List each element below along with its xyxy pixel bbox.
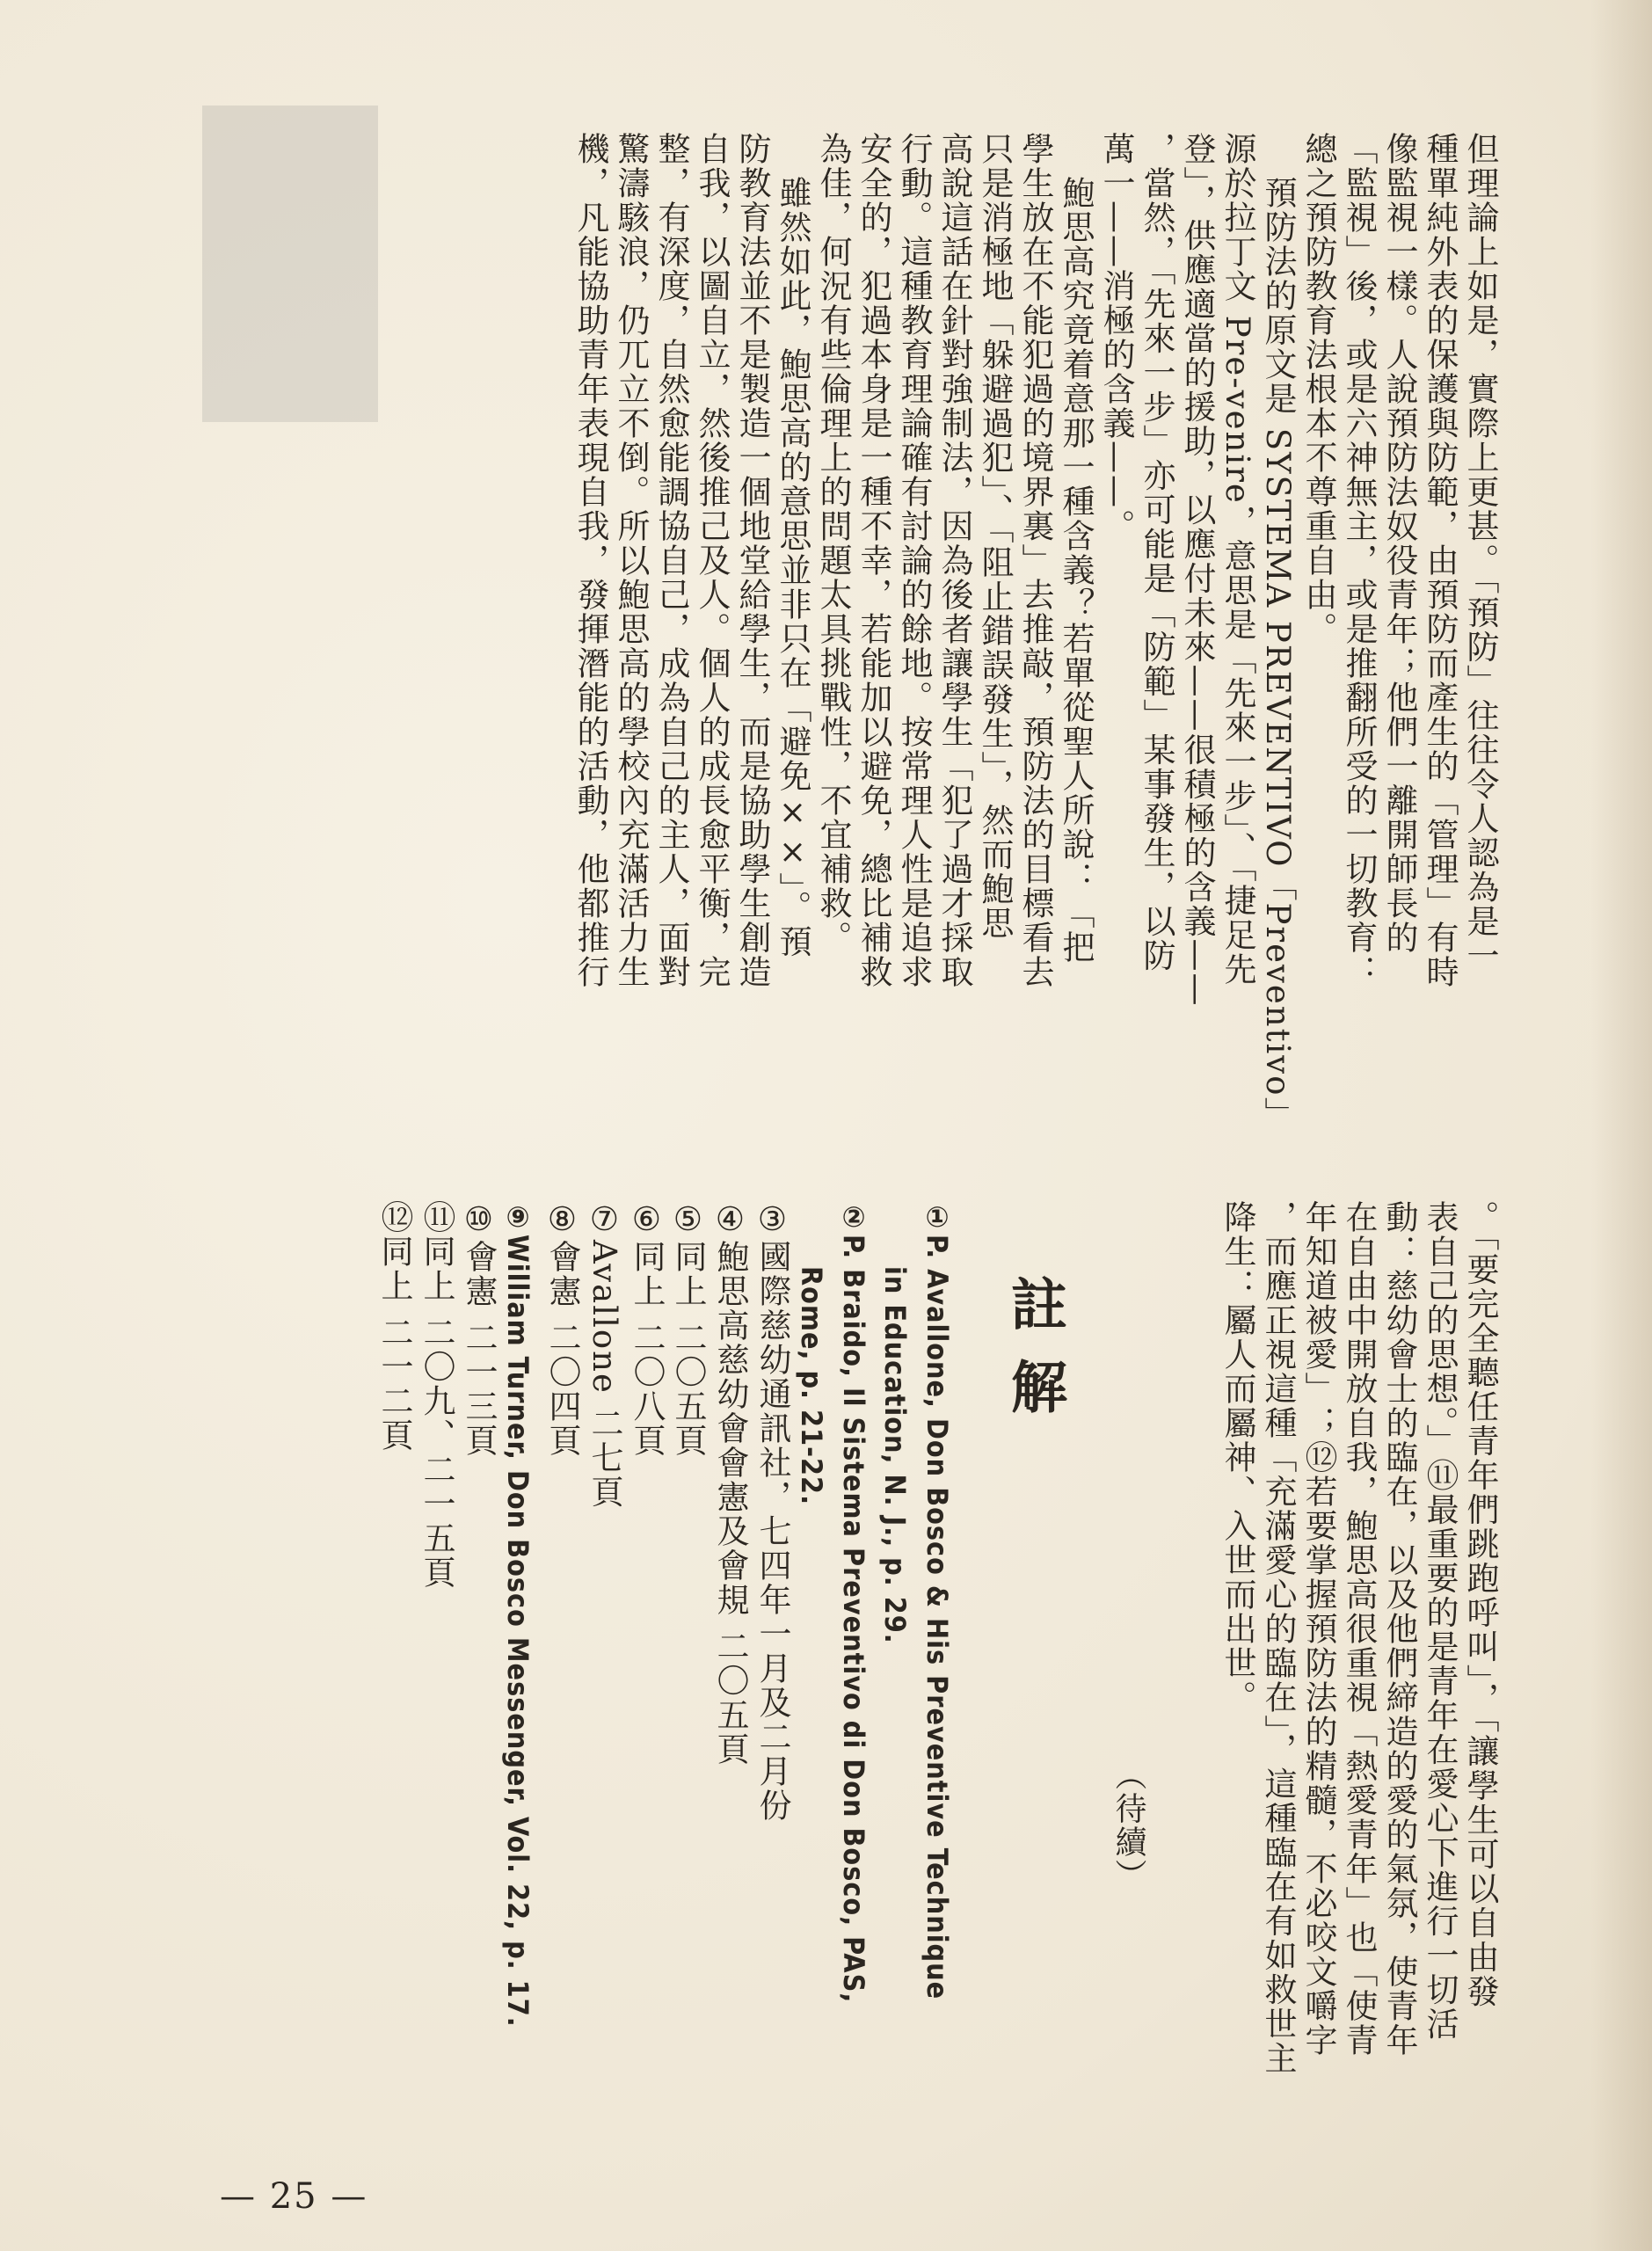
text-column: 鮑思高究竟着意那一種含義？若單從聖人所說：「把 (1057, 176, 1095, 965)
note-text: 同上 二一二頁 (375, 1235, 413, 1453)
note-entry (711, 1200, 749, 1767)
page-edge-shadow (1590, 0, 1652, 2251)
note-entry (501, 1200, 535, 2028)
note-number: ⑦ (586, 1200, 623, 1240)
text-column: 「監視」後，或是六神無主，或是推翻所受的一切教育： (1340, 132, 1378, 989)
text-column: 萬一——消極的含義——。 (1097, 132, 1135, 543)
note-number: ⑪ (418, 1200, 455, 1235)
continued-column: 動：慈幼會士的臨在，以及他們締造的愛的氣氛，使青年 (1380, 1200, 1418, 2058)
text-column: 預防法的原文是 SYSTEMA PREVENTIVO「Preventivo」 (1259, 176, 1297, 1132)
note-entry (588, 1200, 621, 1510)
text-column: 驚濤駭浪，仍兀立不倒。所以鮑思高的學校內充滿活力生 (612, 132, 650, 989)
note-number: ③ (753, 1200, 791, 1240)
note-entry (543, 1200, 581, 1458)
continued-column: 年知道被愛」；⑫若要掌握預防法的精髓，不必咬文嚼字 (1299, 1200, 1337, 2058)
page-number: — 25 — (220, 2176, 368, 2217)
note-entry (878, 1266, 912, 1644)
text-column: 安全的，犯過本身是一種不幸，若能加以避免，總比補救 (855, 132, 892, 989)
text-column: 機，凡能協助青年表現自我，發揮潛能的活動，他都推行 (571, 132, 609, 989)
note-text: Rome, p. 21-22. (795, 1266, 828, 1506)
text-column: ，當然，「先來一步」亦可能是「防範」某事發生，以防 (1138, 132, 1175, 973)
note-text: in Education, N. J., p. 29. (878, 1266, 912, 1644)
continued-column: 降生：屬人而屬神、入世而出世。 (1219, 1200, 1256, 1715)
text-column: 行動。這種教育理論確有討論的餘地。按常理人性是追求 (895, 132, 933, 989)
notes-heading: 註解 (1001, 1275, 1066, 1440)
note-text: 同上 二〇八頁 (628, 1240, 666, 1458)
note-entry (921, 1200, 954, 2000)
text-column: 防教育法並不是製造一個地堂給學生，而是協助學生創造 (733, 132, 771, 989)
note-entry (628, 1200, 666, 1458)
note-text: 同上 二〇九、二一五頁 (418, 1235, 455, 1590)
text-column: 自我，以圖自立，然後推己及人。個人的成長愈平衡，完 (693, 132, 731, 989)
note-text: 國際慈幼通訊社，七四年一月及二月份 (753, 1240, 791, 1823)
continued-column: 在自由中開放自我，鮑思高很重視「熱愛青年」也「使青 (1340, 1200, 1378, 2058)
note-number: ⑧ (543, 1200, 581, 1240)
note-text: P. Avallone, Don Bosco & His Preventive Technique (921, 1235, 954, 2000)
note-entry (460, 1200, 498, 1458)
to-be-continued: （待續） (1110, 1759, 1146, 1892)
note-text: P. Braido, Il Sistema Preventivo di Don Bosco, PAS, (837, 1235, 870, 2004)
continued-column: 。「要完全聽任青年們跳跑呼叫」，「讓學生可以自由發 (1461, 1200, 1499, 2009)
note-entry (375, 1200, 413, 1453)
text-column: 整，有深度，自然愈能調協自己，成為自己的主人，面對 (652, 132, 690, 989)
text-column: 只是消極地「躲避過犯」、「阻止錯誤發生」，然而鮑思 (976, 132, 1014, 941)
note-text: 會憲 二一三頁 (460, 1240, 498, 1458)
text-column: 但理論上如是，實際上更甚。「預防」往往令人認為是一 (1461, 132, 1499, 973)
note-number: ④ (711, 1200, 749, 1240)
note-entry (837, 1200, 870, 2004)
note-entry (420, 1200, 453, 1590)
note-number: ⑫ (375, 1200, 413, 1235)
note-number: ⑨ (501, 1200, 535, 1235)
note-text: 同上 二〇五頁 (669, 1240, 707, 1458)
note-number: ⑥ (628, 1200, 666, 1240)
text-column: 學生放在不能犯過的境界裏」去推敲，預防法的目標看去 (1016, 132, 1054, 989)
text-column: 源於拉丁文 Pre-venire，意思是「先來一步」、「捷足先 (1219, 132, 1256, 987)
note-entry (753, 1200, 791, 1823)
text-column: 總之預防教育法根本不尊重自由。 (1299, 132, 1337, 646)
text-column: 登」，供應適當的援助，以應付未來——很積極的含義—— (1178, 132, 1216, 1008)
note-number: ① (921, 1200, 954, 1235)
show-through-mark (202, 106, 378, 422)
continued-column: ，而應正視這種「充滿愛心的臨在」，這種臨在有如救世主 (1259, 1200, 1297, 2076)
note-text: 會憲 二〇四頁 (543, 1240, 581, 1458)
note-text: 鮑思高慈幼會會憲及會規 二〇五頁 (711, 1240, 749, 1767)
text-column: 高說這話在針對強制法，因為後者讓學生「犯了過才採取 (935, 132, 973, 989)
continued-column: 表自己的思想。」⑪最重要的是青年在愛心下進行一切活 (1421, 1200, 1459, 2042)
note-text: William Turner, Don Bosco Messenger, Vol. 22, p. 17. (501, 1235, 535, 2028)
text-column: 種單純外表的保護與防範，由預防而產生的「管理」有時 (1421, 132, 1459, 989)
text-column: 為佳，何況有些倫理上的問題太具挑戰性，不宜補救。 (814, 132, 852, 955)
text-column: 像監視一樣。人說預防法奴役青年；他們一離開師長的 (1380, 132, 1418, 955)
note-number: ② (837, 1200, 870, 1235)
note-number: ⑩ (460, 1200, 498, 1240)
note-entry (669, 1200, 707, 1458)
note-entry (797, 1266, 826, 1505)
text-column: 雖然如此，鮑思高的意思並非只在「避免××」。預 (774, 176, 811, 959)
note-number: ⑤ (669, 1200, 707, 1240)
note-text: Avallone 二七頁 (586, 1240, 623, 1510)
